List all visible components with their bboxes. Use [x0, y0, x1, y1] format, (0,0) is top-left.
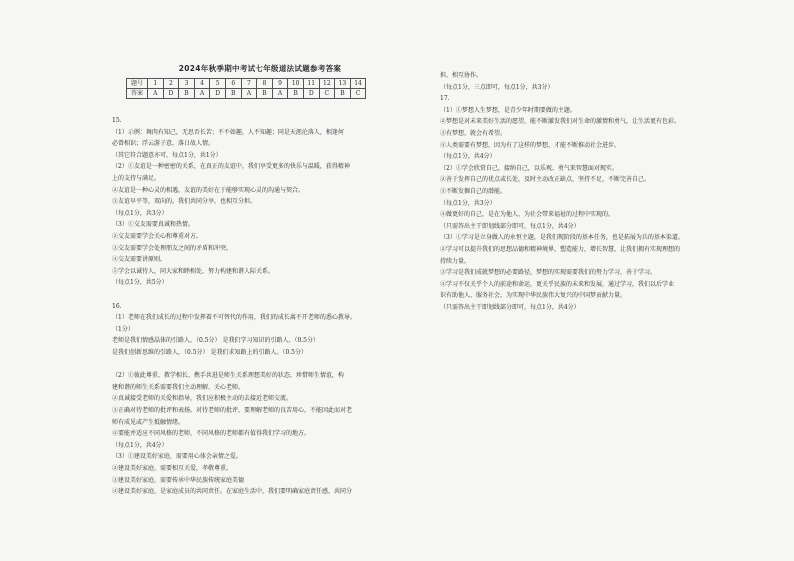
- text-line: （1）①梦想人生梦想，是青少年时期要做的主题。: [440, 106, 576, 114]
- answer-cell: B: [288, 89, 304, 99]
- text-line: ③有梦想，就会有希望。: [440, 130, 507, 137]
- text-line: ②建设美好家庭，需要相互关爱，孝敬尊重。: [112, 465, 233, 472]
- text-line: （1分）: [112, 325, 134, 333]
- text-line: ④要能并适应不同风格的老师，不同风格的老师都有值得我们学习的地方。: [112, 430, 311, 438]
- answer-cell: B: [179, 89, 195, 99]
- answer-table-number-row: [127, 79, 366, 89]
- text-line: （每点1分，共3分）: [440, 199, 496, 207]
- text-line: ②学习可以提升我们的思想品德和精神境界，塑造能力，增长智慧，让我们拥有实现理想的: [440, 246, 681, 253]
- question-number: 8: [257, 79, 273, 89]
- text-line: （只需答出主干即划线部分即可，每点1分，共4分）: [440, 304, 580, 311]
- question-number: 14: [350, 79, 366, 89]
- text-line: （每点1分，共3分）: [112, 209, 168, 217]
- question-number: 5: [210, 79, 226, 89]
- text-line: ②真诚接受老师的关爱和指导，我们应积极主动的去接近老师交流。: [112, 395, 293, 403]
- answer-cell: A: [272, 89, 288, 99]
- text-line: ②梦想是对未来美好生活的愿望，能不断激发我们对生命的激情和勇气，让生活更有色彩。: [440, 118, 681, 126]
- question-number: 13: [335, 79, 351, 89]
- text-line: （2）①友谊是一种密密的关系，在真正的友谊中，我们享受更多的快乐与温暖，获得精神: [112, 163, 350, 171]
- text-line: （2）①彼此尊重、教学相长、携手共进是师生关系理想美好的状态。珍惜师生情谊，构: [112, 372, 344, 380]
- text-line: 16.: [112, 302, 122, 310]
- answer-table: [126, 78, 366, 99]
- text-line: ④人类需要有梦想，因为有了这样的梦想，才能不断推动社会进步。: [440, 141, 621, 149]
- text-line: ②友谊是一种心灵的相遇，友谊的美好在于能够实现心灵的沟通与契合。: [112, 186, 305, 194]
- text-line: 17.: [440, 95, 450, 103]
- text-line: 担，相互协作。: [440, 72, 483, 79]
- text-line: ③交友需要学会处理朋友之间的矛盾和冲突。: [112, 244, 233, 252]
- answer-cell: D: [303, 89, 319, 99]
- text-line: （其它符合题意亦可，每点1分，共1分）: [112, 151, 222, 159]
- question-number: 6: [225, 79, 241, 89]
- text-line: （每点1分，共4分）: [112, 441, 168, 449]
- question-number: 4: [194, 79, 210, 89]
- text-line: （1）老师在我们成长的过程中发挥着不可替代的作用，我们的成长离不开老师的悉心教导。: [112, 314, 356, 322]
- text-line: 必曾相识；浮云游子意，落日故人情。: [112, 140, 215, 148]
- answer-cell: B: [257, 89, 273, 99]
- text-line: （3）①交友需要真诚和热情。: [112, 221, 194, 229]
- answer-cell: C: [350, 89, 366, 99]
- text-line: ④做更好的自己，是在为他人、为社会带来福祉的过程中实现的。: [440, 211, 615, 219]
- text-line: ③正确对待老师的批评和表扬。对待老师的批评，要理解老师的良苦用心，不能因此而对老: [112, 407, 353, 414]
- text-line: 师有成见或产生抵触情绪。: [112, 418, 185, 426]
- text-line: 识有助他人、服务社会，为实现中华民族伟大复兴的中国梦贡献力量。: [440, 292, 627, 300]
- text-line: ③友谊早平等，双向的。我们共同分享，也相互分担。: [112, 198, 257, 206]
- text-line: ②善于发挥自己的优点或长处，及时主动改正缺点，坚持不足，不断完善自己。: [440, 176, 651, 184]
- question-number: 9: [272, 79, 288, 89]
- answer-cell: A: [148, 89, 164, 99]
- answer-cell: C: [319, 89, 335, 99]
- question-number: 10: [288, 79, 304, 89]
- text-line: ③不断发掘自己的潜能。: [440, 188, 507, 195]
- text-line: ②交友需要学会关心和尊重对方。: [112, 233, 203, 240]
- question-number: 12: [319, 79, 335, 89]
- answer-cell: A: [194, 89, 210, 99]
- answer-table-header-number: 题号: [127, 79, 148, 89]
- text-line: 15.: [112, 117, 122, 124]
- question-number: 3: [179, 79, 195, 89]
- text-line: 是我们创新思维的引路人，（0.5分） 是我们求知路上的引路人。（0.5分）: [112, 349, 307, 356]
- text-line: （每点1分，共4分）: [440, 153, 496, 161]
- text-line: 持续力量。: [440, 257, 471, 265]
- text-line: ⑤学会以诚待人，同大家和睦相处，努力构建和谐人际关系。: [112, 267, 275, 275]
- question-number: 1: [148, 79, 164, 89]
- text-line: （2）①学会欣赏自己，接纳自己，以乐观、勇气来智慧面对现实。: [440, 164, 618, 172]
- text-line: 建和谐的师生关系需要我们主动理解、关心老师。: [112, 383, 245, 391]
- text-line: ④交友需要讲原则。: [112, 256, 167, 264]
- question-number: 7: [241, 79, 257, 89]
- answer-table-header-answer: 答案: [127, 89, 148, 99]
- text-line: ③学习是我们成就梦想的必要路径，梦想的实现需要我们的努力学习，善于学习。: [440, 269, 657, 277]
- text-line: ③建设美好家庭，需要传承中华民族传统家庭美德: [112, 476, 245, 484]
- text-line: （只需答出主干即划线部分即可，每点1分，共4分）: [440, 222, 580, 230]
- text-line: （3）①学习是立身做人的永恒主题，是我们现阶段的基本任务，也是拓展为兵的基本渠道。: [440, 234, 684, 242]
- text-line: （每点1分，共5分）: [112, 279, 168, 287]
- answer-cell: B: [225, 89, 241, 99]
- document-title: 2024年秋季期中考试七年级道法试题参考答案: [178, 64, 342, 73]
- text-line: （每点1分，三点即可，每点1分，共3分）: [440, 83, 554, 91]
- answer-cell: D: [163, 89, 179, 99]
- text-line: 上的支持与满足。: [112, 175, 161, 182]
- answer-cell: A: [241, 89, 257, 99]
- answer-cell: B: [335, 89, 351, 99]
- text-line: ④学习不仅关乎个人的前途和命运，更关乎民族的未来和发展，通过学习，我们以后学业: [440, 280, 675, 288]
- answer-table-answer-row: [127, 89, 366, 99]
- question-number: 2: [163, 79, 179, 89]
- text-line: ④建设美好家庭，是家庭成员的共同责任。在家庭生活中，我们要明确家庭责任感，共同分: [112, 488, 353, 496]
- text-line: 老师是我们情感晶体的引路人，（0.5分） 是我们学习知识的引路人。（0.5分）: [112, 337, 319, 345]
- text-line: （1）示例：舞肉有知己，无思否长苦；不不如趣，人不知趣；同是天涯沦落人，相逢何: [112, 128, 344, 136]
- answer-cell: D: [210, 89, 226, 99]
- question-number: 11: [303, 79, 319, 89]
- text-line: （3）①建设美好家庭，需要用心体会亲情之爱。: [112, 453, 242, 461]
